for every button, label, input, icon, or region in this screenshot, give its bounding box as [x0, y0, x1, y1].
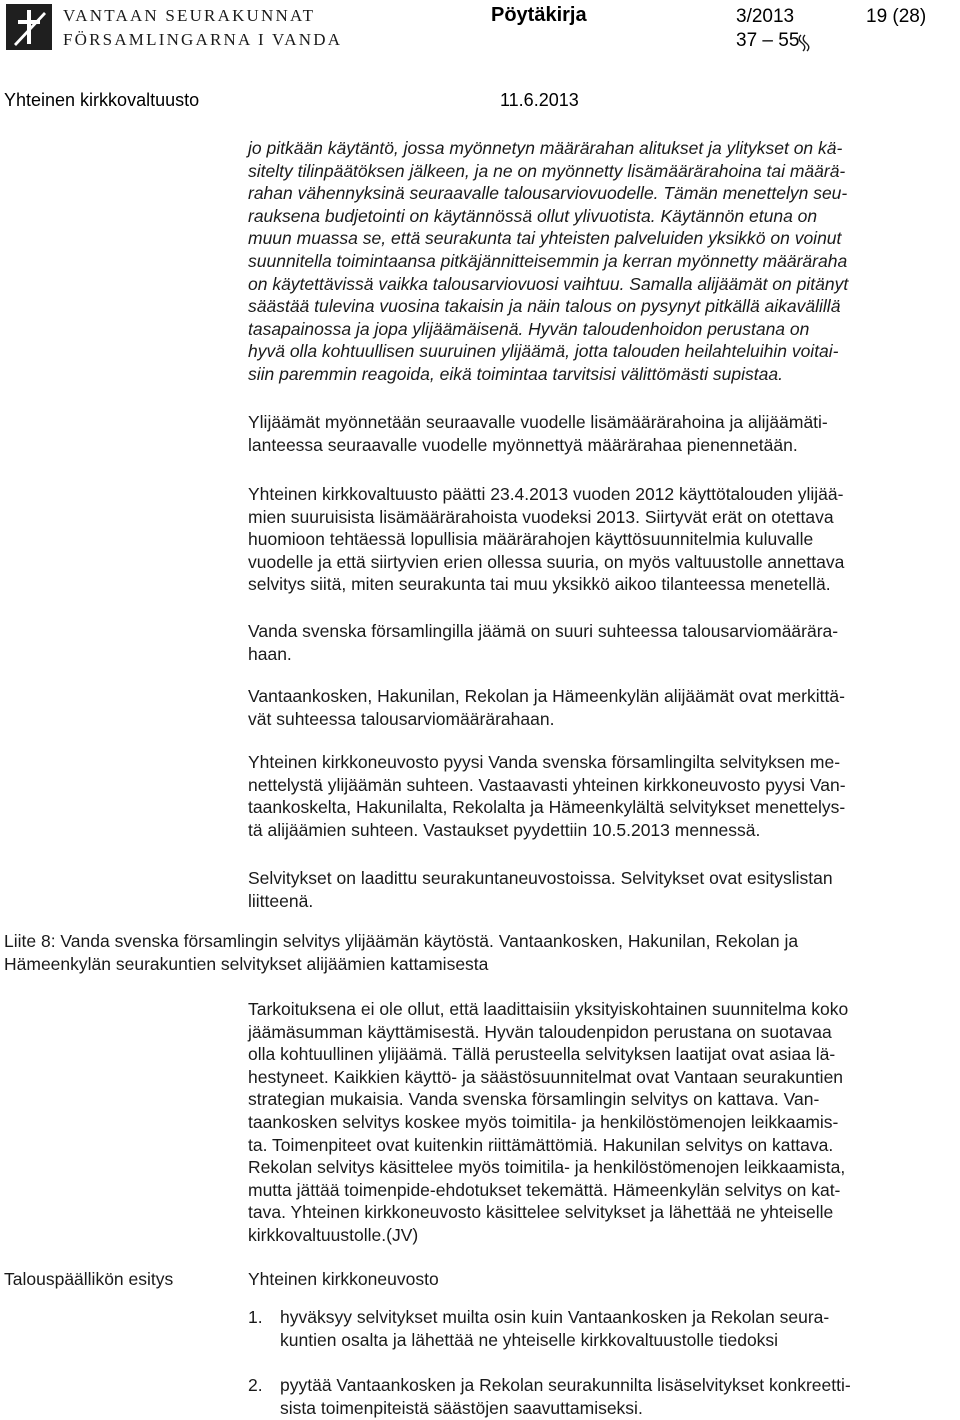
text-line: lanteessa seuraavalle vuodelle myönnettyä määrärahaa pienennetään. [248, 434, 798, 455]
text-line: Rekolan selvitys käsittelee myös toimitila- ja henkilöstömenojen leikkaamista, [248, 1157, 846, 1178]
paragraph-reports [248, 867, 833, 912]
text-line: siin paremmin reagoida, eikä toimintaa tarvitsisi välittömästi supistaa. [248, 363, 783, 384]
text-line: tasapainossa ja jopa ylijäämäisenä. Hyvän taloudenhoidon perustana on [248, 318, 810, 339]
meeting-body: Yhteinen kirkkovaltuusto [4, 90, 200, 110]
text-line: muun muassa se, että seurakunta tai yhteisten palveluiden yksikkö on voinut [248, 228, 842, 249]
text-line: vät suhteessa talousarviomäärärahaan. [248, 708, 555, 729]
text-line: ta. Toimenpiteet ovat kuitenkin riittämättömiä. Hakunilan selvitys on kattava. [248, 1134, 834, 1155]
text-line: tä alijäämien suhteen. Vastaukset pyydettiin 10.5.2013 mennessä. [248, 819, 761, 840]
section-range: 37 – 55 [736, 30, 800, 51]
text-line: jäämäsumman käyttämisestä. Hyvän taloudenpidon perustana on suotavaa [248, 1021, 832, 1042]
text-line: Vantaankosken, Hakunilan, Rekolan ja Hämeenkylän alijäämät ovat merkittä- [248, 686, 845, 706]
text-line: sista toimenpiteistä säästöjen saavuttamiseksi. [280, 1397, 643, 1418]
church-logo-icon [6, 4, 52, 50]
proposal-label: Talouspäällikön esitys [4, 1269, 174, 1289]
text-line: sitelty tilinpäätöksen jälkeen, ja ne on myönnetty lisämäärärahoina tai määrä- [248, 160, 846, 181]
text-line: haan. [248, 643, 292, 664]
text-line: selvitys siitä, miten seurakunta tai muu yksikkö aikoo tilanteessa menetellä. [248, 574, 831, 595]
paragraph-council-decision [248, 483, 844, 596]
paragraph-background [248, 137, 848, 386]
text-line: rahan vähennyksinä seuraavalle talousarviovuodelle. Tämän menettelyn seu- [248, 183, 848, 204]
text-line: huomioon tehtäessä lopullisia määrärahojen käyttösuunnitelmia kuluvalle [248, 529, 814, 550]
text-line: vuodelle ja että siirtyvien erien ollessa suuria, on myös valtuustolle annettava [248, 551, 845, 572]
text-line: Hämeenkylän seurakuntien selvitykset alijäämien kattamisesta [4, 953, 489, 974]
text-line: taankoskelta, Hakunilalta, Rekolalta ja Hämeenkylältä selvitykset menettelys- [248, 797, 846, 818]
text-line: Selvitykset on laadittu seurakuntaneuvostoissa. Selvitykset ovat esityslistan [248, 868, 833, 888]
text-line: nettelystä ylijäämän suhteen. Vastaavasti yhteinen kirkkoneuvosto pyysi Van- [248, 774, 846, 795]
text-line: kuntien osalta ja lähettää ne yhteiselle kirkkovaltuustolle tiedoksi [280, 1329, 779, 1350]
text-line: Ylijäämät myönnetään seuraavalle vuodelle lisämäärärahoina ja alijäämäti- [248, 412, 828, 432]
text-line: Yhteinen kirkkoneuvosto pyysi Vanda svenska församlingilta selvityksen me- [248, 752, 841, 772]
paragraph-requests [248, 751, 846, 841]
text-line: Liite 8: Vanda svenska församlingin selvitys ylijäämän käytöstä. Vantaankosken, Hakunilan, Rekolan ja [4, 931, 799, 951]
document-type: Pöytäkirja [491, 4, 587, 26]
text-line: Yhteinen kirkkovaltuusto päätti 23.4.2013 vuoden 2012 käyttötalouden ylijää- [248, 484, 844, 504]
text-line: rauksena budjetointi on käytännössä ollut ylivuotista. Käytännön etuna on [248, 205, 818, 226]
text-line: hestyneet. Kaikkien käyttö- ja säästösuunnitelmat ovat Vantaan seurakuntien [248, 1066, 844, 1087]
text-line: kirkkovaltuustolle.(JV) [248, 1224, 419, 1245]
text-line: Tarkoituksena ei ole ollut, että laadittaisiin yksityiskohtainen suunnitelma koko [248, 999, 849, 1019]
text-line: strategian mukaisia. Vanda svenska församlingin selvitys on kattava. Van- [248, 1089, 820, 1110]
text-line: mien suuruisista lisämäärärahoista vuodeksi 2013. Siirtyvät erät on otettava [248, 506, 834, 527]
decision-list-item [248, 1374, 851, 1419]
meeting-date: 11.6.2013 [500, 90, 579, 110]
text-line: mutta jättää toimenpide-ehdotukset tekemättä. Hämeenkylän selvitys on kat- [248, 1179, 841, 1200]
organization-name-finnish: VANTAAN SEURAKUNNAT [63, 6, 316, 25]
text-line: hyväksyy selvitykset muilta osin kuin Vantaankosken ja Rekolan seura- [280, 1307, 830, 1327]
page-number: 19 (28) [866, 6, 927, 27]
decision-list-item [248, 1306, 829, 1351]
section-mark-icon [795, 31, 817, 55]
text-line: säästää tulevina vuosina takaisin ja näin talous on pysynyt pitkällä aikavälillä [248, 296, 841, 317]
text-line: suunnitella toimintaansa pitkäjännitteisemmin ja kerran myönnetty määräraha [248, 250, 848, 271]
paragraph-assessment [248, 998, 848, 1247]
text-line: jo pitkään käytäntö, jossa myönnetyn määrärahan alitukset ja ylitykset on kä- [248, 138, 843, 158]
text-line: hyvä olla kohtuullisen suuruinen ylijäämä, jotta talouden heilahteluihin voitai- [248, 341, 839, 362]
text-line: olla kohtuullinen ylijäämä. Tällä perusteella selvityksen laatijat ovat asiaa lä- [248, 1044, 836, 1065]
paragraph-surplus-rule [248, 411, 828, 456]
text-line: liitteenä. [248, 890, 314, 911]
document-number: 3/2013 [736, 6, 795, 27]
organization-name-swedish: FÖRSAMLINGARNA I VANDA [63, 30, 343, 49]
attachment-note [4, 930, 798, 975]
list-number: 1. [248, 1307, 263, 1327]
text-line: Vanda svenska församlingilla jäämä on suuri suhteessa talousarviomäärära- [248, 621, 839, 641]
text-line: tava. Yhteinen kirkkoneuvosto käsittelee selvitykset ja lähettää ne yhteiselle [248, 1202, 834, 1223]
text-line: on käytettävissä vaikka talousarviovuosi vaihtuu. Samalla alijäämät on pitänyt [248, 273, 849, 294]
paragraph-vanda-surplus [248, 620, 838, 665]
proposal-body: Yhteinen kirkkoneuvosto [248, 1269, 439, 1289]
paragraph-deficits [248, 685, 845, 730]
text-line: taankosken selvitys koskee myös toimitila- ja henkilöstömenojen leikkaamis- [248, 1111, 839, 1132]
list-number: 2. [248, 1375, 263, 1395]
text-line: pyytää Vantaankosken ja Rekolan seurakunnilta lisäselvitykset konkreetti- [280, 1375, 851, 1395]
